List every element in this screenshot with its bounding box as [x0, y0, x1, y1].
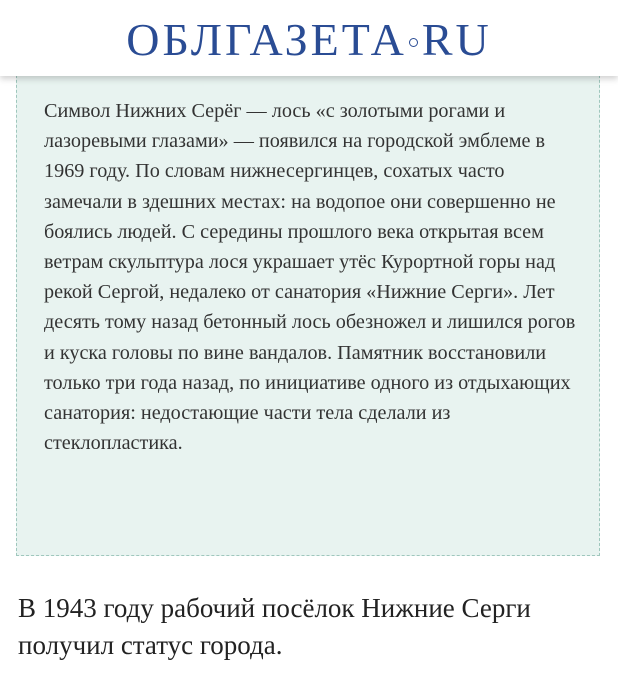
logo-suffix-text: RU: [421, 14, 492, 65]
site-header: [0, 0, 618, 76]
logo-dot-icon: [409, 38, 418, 47]
logo-main-text: ОБЛГАЗЕТА: [126, 14, 407, 65]
quote-text: Символ Нижних Серёг — лось «с золотыми рогами и лазоревыми глазами» — появился на городской эмблеме в 1969 году. По словам нижнесергинцев, сохатых часто замечали в здешних местах: на водопое они совершенно не боялись людей. С середины прошлого века открытая всем ветрам скульптура лося украшает утёс Курортной горы над рекой Сергой, недалеко от санатория «Нижние Серги». Лет десять тому назад бетонный лось обезножел и лишился рогов и куска головы по вине вандалов. Памятник восстановили только три года назад, по инициативе одного из отдыхающих санатория: недостающие части тела сделали из стеклопластика.: [44, 100, 576, 455]
article-paragraph: В 1943 году рабочий посёлок Нижние Серги получил статус города.: [18, 593, 531, 660]
site-logo[interactable]: [126, 14, 492, 65]
